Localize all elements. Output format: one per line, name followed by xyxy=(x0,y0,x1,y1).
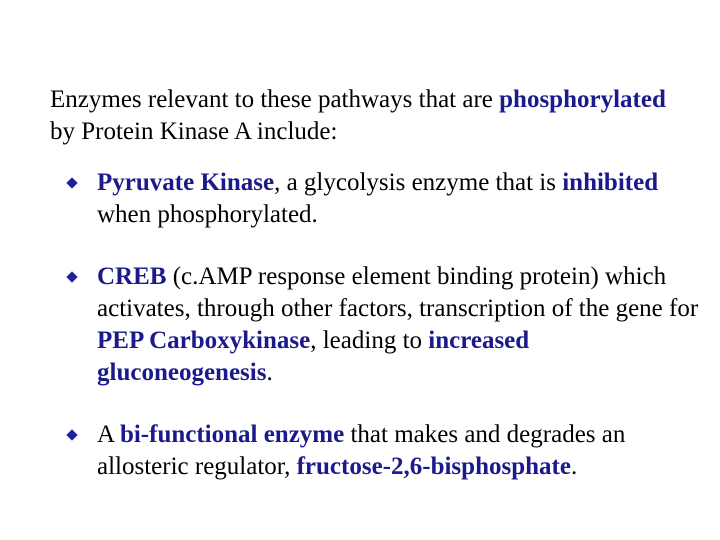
bullet-list xyxy=(64,167,704,513)
bullet-highlight: PEP Carboxykinase xyxy=(97,327,311,354)
bullet-text: A xyxy=(97,421,120,448)
bullet-text: . xyxy=(266,359,273,386)
bullet-item-creb xyxy=(64,261,704,389)
intro-text: by Protein Kinase A include: xyxy=(50,118,338,145)
intro-text: Enzymes relevant to these pathways that are xyxy=(50,86,500,113)
diamond-bullet-icon xyxy=(66,429,77,440)
bullet-highlight: Pyruvate Kinase xyxy=(97,169,275,196)
diamond-bullet-icon xyxy=(66,177,77,188)
bullet-highlight: fructose-2,6-bisphosphate xyxy=(296,453,571,480)
bullet-item-bifunctional-enzyme xyxy=(64,419,704,483)
intro-highlight: phosphorylated xyxy=(499,86,666,113)
intro-paragraph xyxy=(50,84,690,148)
bullet-highlight: increased gluconeogenesis xyxy=(97,327,530,386)
bullet-text: when phosphorylated. xyxy=(97,201,318,228)
diamond-bullet-icon xyxy=(66,271,77,282)
bullet-highlight: inhibited xyxy=(562,169,659,196)
bullet-text: (c.AMP response element binding protein) which activates, through other factors, transcription of the gene for xyxy=(97,263,699,322)
bullet-text: that makes and degrades an allosteric regulator, xyxy=(97,421,626,480)
bullet-text: , a glycolysis enzyme that is xyxy=(274,169,563,196)
bullet-highlight: CREB xyxy=(97,263,167,290)
bullet-item-pyruvate-kinase xyxy=(64,167,704,231)
bullet-text: , leading to xyxy=(310,327,429,354)
bullet-highlight: bi-functional enzyme xyxy=(119,421,345,448)
bullet-text: . xyxy=(570,453,578,480)
